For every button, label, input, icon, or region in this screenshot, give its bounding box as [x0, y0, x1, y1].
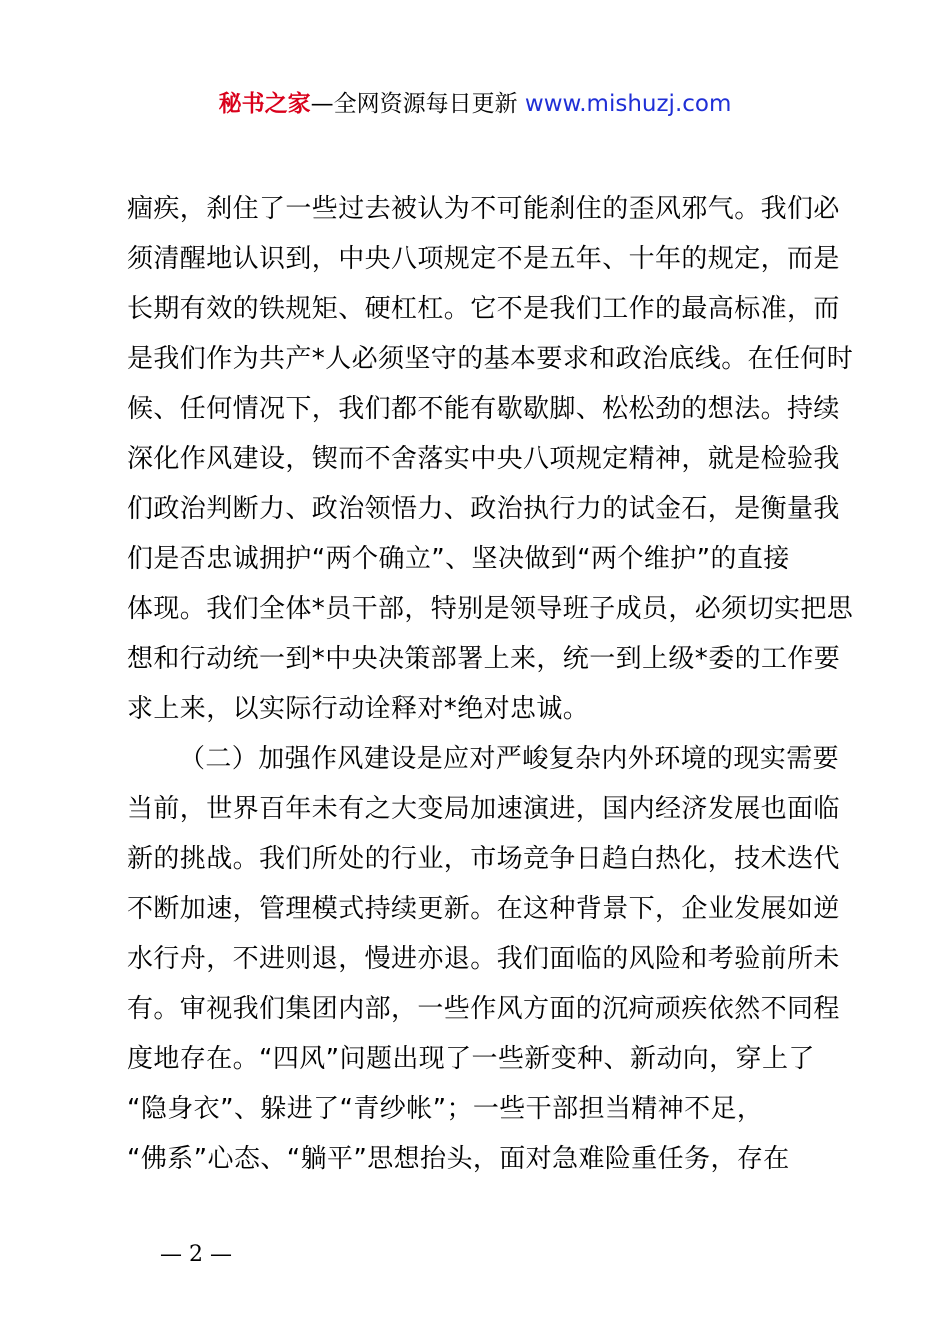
body-line: 水行舟，不进则退，慢进亦退。我们面临的风险和考验前所未: [127, 944, 840, 974]
body-line: 当前，世界百年未有之大变局加速演进，国内经济发展也面临: [127, 794, 840, 824]
document-body: [127, 184, 854, 1184]
body-line: 们是否忠诚拥护“两个确立”、坚决做到“两个维护”的直接: [127, 544, 790, 574]
section-heading: （二）加强作风建设是应对严峻复杂内外环境的现实需要: [179, 744, 840, 774]
body-line: 体现。我们全体*员干部，特别是领导班子成员，必须切实把思: [127, 594, 854, 624]
body-line: 想和行动统一到*中央决策部署上来，统一到上级*委的工作要: [127, 644, 841, 674]
body-line: 求上来，以实际行动诠释对*绝对忠诚。: [127, 694, 590, 724]
body-line: 们政治判断力、政治领悟力、政治执行力的试金石，是衡量我: [127, 494, 840, 524]
site-header: [0, 86, 950, 122]
body-line: 须清醒地认识到，中央八项规定不是五年、十年的规定，而是: [127, 244, 840, 274]
body-line: 是我们作为共产*人必须坚守的基本要求和政治底线。在任何时: [127, 344, 854, 374]
body-line: 有。审视我们集团内部，一些作风方面的沉疴顽疾依然不同程: [127, 994, 840, 1024]
body-line: 深化作风建设，锲而不舍落实中央八项规定精神，就是检验我: [127, 444, 840, 474]
body-line: 新的挑战。我们所处的行业，市场竞争日趋白热化，技术迭代: [127, 844, 840, 874]
body-line: 长期有效的铁规矩、硬杠杠。它不是我们工作的最高标准，而: [127, 294, 840, 324]
body-line: 痼疾，刹住了一些过去被认为不可能刹住的歪风邪气。我们必: [127, 194, 840, 224]
body-line: “佛系”心态、“躺平”思想抬头，面对急难险重任务，存在: [127, 1144, 790, 1174]
page-number: — 2 —: [160, 1242, 232, 1267]
body-line: 度地存在。“四风”问题出现了一些新变种、新动向，穿上了: [127, 1044, 815, 1074]
body-line: “隐身衣”、躲进了“青纱帐”；一些干部担当精神不足，: [127, 1094, 764, 1124]
body-line: 候、任何情况下，我们都不能有歇歇脚、松松劲的想法。持续: [127, 394, 840, 424]
site-url-link[interactable]: www.mishuzj.com: [524, 91, 732, 117]
site-brand: 秘书之家: [218, 91, 311, 117]
body-line: 不断加速，管理模式持续更新。在这种背景下，企业发展如逆: [127, 894, 840, 924]
site-tagline: —全网资源每日更新: [310, 91, 525, 117]
